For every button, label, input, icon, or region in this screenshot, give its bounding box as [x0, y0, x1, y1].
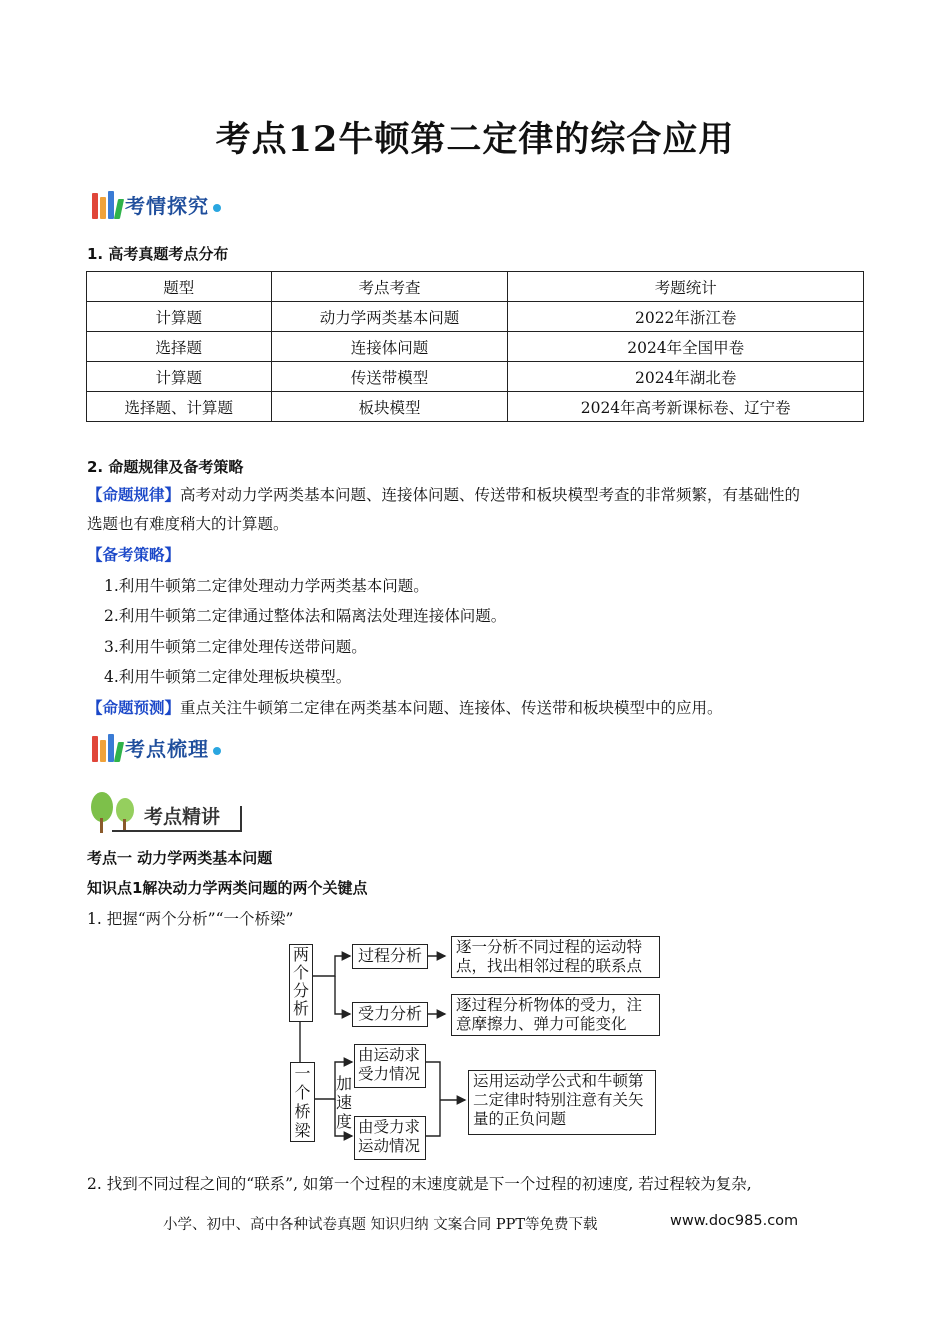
force-desc-box: 逐过程分析物体的受力，注意摩擦力、弹力可能变化	[451, 994, 660, 1036]
two-analyses-box: 两个分析	[289, 944, 313, 1022]
predict-tag: 【命题预测】	[87, 699, 181, 717]
section-banner-lecture	[88, 790, 248, 834]
footer-link[interactable]: www.doc985.com	[670, 1213, 799, 1229]
table-header-row	[87, 272, 864, 302]
table-cell: 2024年全国甲卷	[508, 332, 864, 362]
table-cell: 连接体问题	[271, 332, 508, 362]
concept-diagram	[285, 934, 665, 1162]
bridge-desc-box: 运用运动学公式和牛顿第二定律时特别注意有关矢量的正负问题	[468, 1070, 656, 1135]
predict-paragraph	[87, 696, 723, 718]
force-to-motion-box: 由受力求运动情况	[354, 1116, 426, 1160]
section2-heading: 2. 命题规律及备考策略	[87, 458, 244, 476]
dot-icon	[213, 204, 221, 212]
banner-underline	[112, 830, 242, 832]
motion-to-force-box: 由运动求受力情况	[354, 1044, 426, 1088]
table-cell: 选择题	[87, 332, 272, 362]
table-cell: 2024年高考新课标卷、辽宁卷	[508, 392, 864, 422]
page-title: 考点12牛顿第二定律的综合应用	[215, 119, 735, 160]
acceleration-label: 加速度	[335, 1074, 352, 1131]
predict-text: 重点关注牛顿第二定律在两类基本问题、连接体、传送带和板块模型中的应用。	[180, 699, 723, 717]
rule-tag: 【命题规律】	[87, 486, 181, 504]
section-banner-review	[92, 733, 221, 762]
books-icon	[92, 191, 122, 219]
rule-text-line2: 选题也有难度稍大的计算题。	[87, 515, 289, 533]
table-cell: 计算题	[87, 362, 272, 392]
force-analysis-box: 受力分析	[352, 1002, 428, 1027]
item2: 2. 找到不同过程之间的“联系”, 如第一个过程的末速度就是下一个过程的初速度, 若过程较为复杂,	[87, 1175, 752, 1193]
table-cell: 板块模型	[271, 392, 508, 422]
knowledge1-heading: 知识点1解决动力学两类问题的两个关键点	[87, 879, 368, 897]
table-row	[87, 332, 864, 362]
rule-text-line1: 高考对动力学两类基本问题、连接体问题、传送带和板块模型考查的非常频繁，有基础性的	[180, 486, 801, 504]
process-analysis-box: 过程分析	[352, 944, 428, 969]
table-cell: 2024年湖北卷	[508, 362, 864, 392]
table-header-cell: 考点考查	[271, 272, 508, 302]
footer-text: 小学、初中、高中各种试卷真题 知识归纳 文案合同 PPT等免费下载	[163, 1217, 598, 1233]
table-row	[87, 362, 864, 392]
banner-label: 考点精讲	[144, 806, 221, 828]
table-cell: 计算题	[87, 302, 272, 332]
item1: 1. 把握“两个分析”“一个桥梁”	[87, 910, 294, 928]
rule-paragraph	[87, 481, 877, 539]
table-header-cell: 题型	[87, 272, 272, 302]
section1-heading: 1. 高考真题考点分布	[87, 245, 229, 263]
table-cell: 传送带模型	[271, 362, 508, 392]
strategy-item: 2.利用牛顿第二定律通过整体法和隔离法处理连接体问题。	[104, 607, 507, 625]
point1-heading: 考点一 动力学两类基本问题	[87, 849, 273, 867]
banner-label: 考点梳理	[125, 737, 209, 761]
banner-label: 考情探究	[125, 194, 209, 218]
one-bridge-box: 一个桥梁	[290, 1062, 315, 1142]
strategy-tag: 【备考策略】	[87, 546, 181, 564]
banner-bracket	[240, 806, 242, 832]
table-header-cell: 考题统计	[508, 272, 864, 302]
strategy-item: 1.利用牛顿第二定律处理动力学两类基本问题。	[104, 577, 429, 595]
books-icon	[92, 734, 122, 762]
dot-icon	[213, 747, 221, 755]
strategy-item: 4.利用牛顿第二定律处理板块模型。	[104, 668, 352, 686]
section-banner-exam	[92, 190, 221, 219]
strategy-item: 3.利用牛顿第二定律处理传送带问题。	[104, 638, 367, 656]
table-row	[87, 392, 864, 422]
table-cell: 选择题、计算题	[87, 392, 272, 422]
table-cell: 2022年浙江卷	[508, 302, 864, 332]
exam-distribution-table	[86, 271, 864, 422]
table-cell: 动力学两类基本问题	[271, 302, 508, 332]
process-desc-box: 逐一分析不同过程的运动特点，找出相邻过程的联系点	[451, 936, 660, 978]
table-row	[87, 302, 864, 332]
trees-icon	[88, 790, 140, 834]
